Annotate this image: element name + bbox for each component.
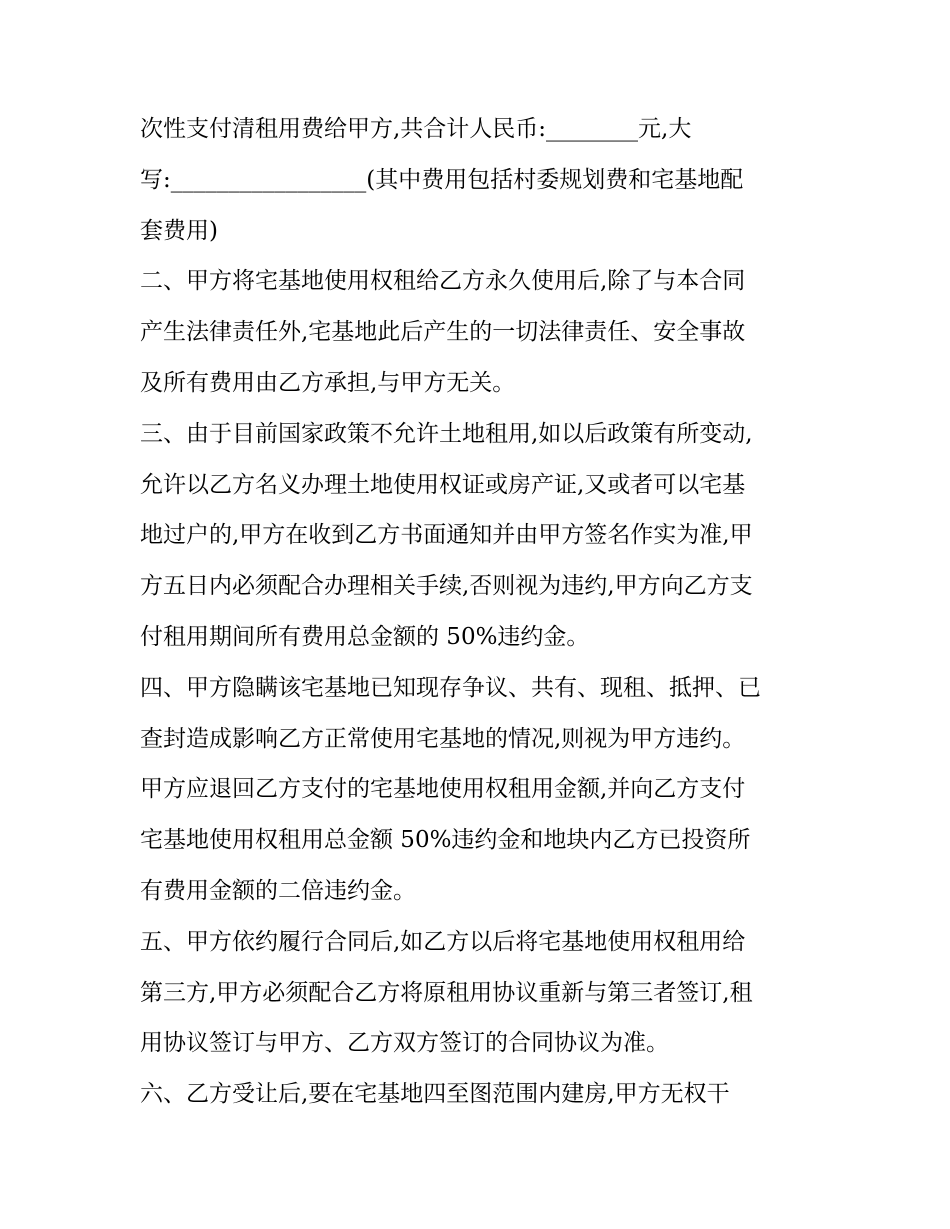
text-line: 第三方,甲方必须配合乙方将原租用协议重新与第三者签订,租 [140, 979, 753, 1006]
contract-text [140, 104, 830, 1120]
text-line: 方五日内必须配合办理相关手续,否则视为违约,甲方向乙方支 [140, 573, 753, 600]
text-line: 允许以乙方名义办理土地使用权证或房产证,又或者可以宅基 [140, 471, 746, 498]
text-line: 四、甲方隐瞒该宅基地已知现存争议、共有、现租、抵押、已 [140, 674, 761, 701]
text-line: 写:_________________(其中费用包括村委规划费和宅基地配 [140, 166, 744, 193]
text-line: 地过户的,甲方在收到乙方书面通知并由甲方签名作实为准,甲 [140, 522, 753, 549]
text-line: 用协议签订与甲方、乙方双方签订的合同协议为准。 [140, 1030, 669, 1057]
text-line: 五、甲方依约履行合同后,如乙方以后将宅基地使用权租用给 [140, 928, 746, 955]
text-line: 产生法律责任外,宅基地此后产生的一切法律责任、安全事故 [140, 319, 746, 346]
text-line: 六、乙方受让后,要在宅基地四至图范围内建房,甲方无权干 [140, 1081, 730, 1108]
text-line: 三、由于目前国家政策不允许土地租用,如以后政策有所变动, [140, 420, 753, 447]
text-line: 及所有费用由乙方承担,与甲方无关。 [140, 369, 516, 396]
text-line: 宅基地使用权租用总金额 50%违约金和地块内乙方已投资所 [140, 827, 751, 854]
text-line: 套费用) [140, 217, 218, 244]
text-line: 付租用期间所有费用总金额的 50%违约金。 [140, 623, 590, 650]
text-line: 甲方应退回乙方支付的宅基地使用权租用金额,并向乙方支付 [140, 776, 746, 803]
text-line: 二、甲方将宅基地使用权租给乙方永久使用后,除了与本合同 [140, 268, 746, 295]
text-line: 次性支付清租用费给甲方,共合计人民币:________元,大 [140, 116, 692, 142]
text-line: 查封造成影响乙方正常使用宅基地的情况,则视为甲方违约。 [140, 725, 746, 752]
text-line: 有费用金额的二倍违约金。 [140, 877, 416, 904]
